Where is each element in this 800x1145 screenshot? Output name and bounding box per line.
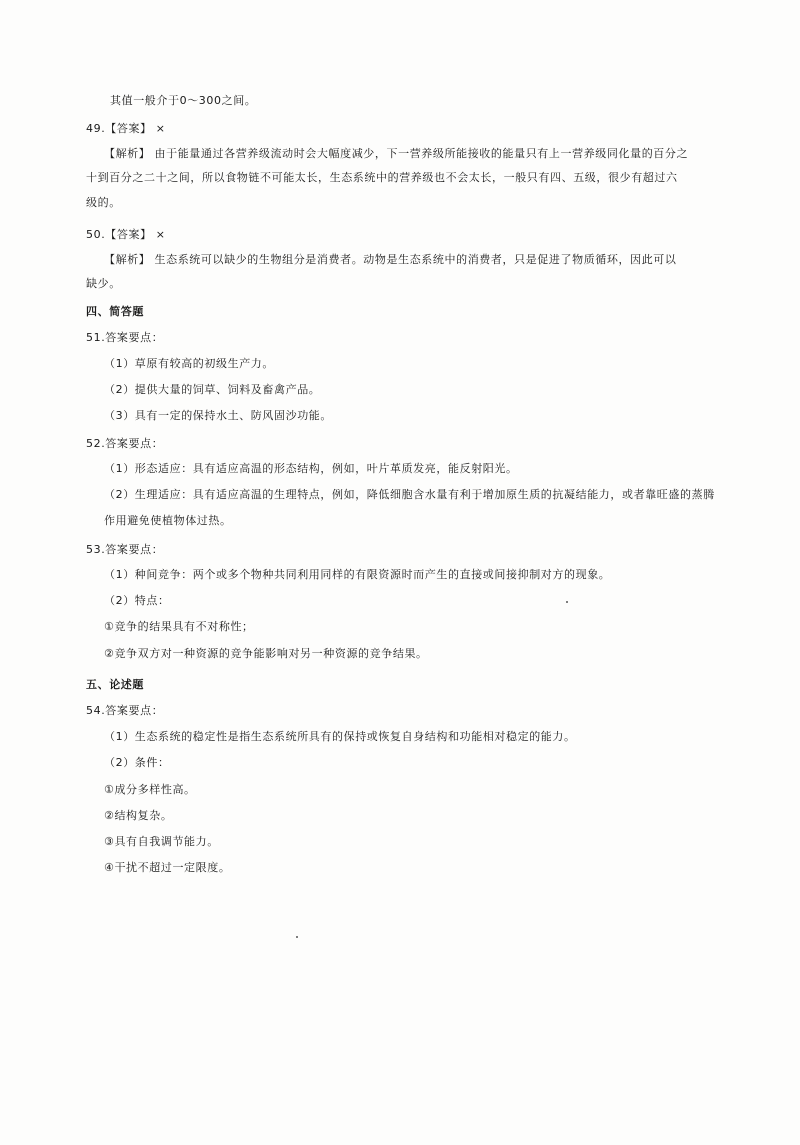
- answer-point: 作用避免使植物体过热。: [104, 514, 232, 527]
- section-heading: 五、论述题: [86, 678, 144, 691]
- analysis-50-line: 缺少。: [86, 277, 121, 290]
- answer-point: （2）提供大量的饲草、饲料及畜禽产品。: [104, 383, 321, 396]
- answer-point: （1）草原有较高的初级生产力。: [104, 357, 274, 370]
- answer-point: （1）生态系统的稳定性是指生态系统所具有的保持或恢复自身结构和功能相对稳定的能力。: [104, 730, 576, 743]
- answer-49-heading: 49.【答案】 ×: [86, 122, 166, 135]
- analysis-49-line: 十到百分之二十之间，所以食物链不可能太长，生态系统中的营养级也不会太长，一般只有四、五级，很少有超过六: [86, 171, 678, 184]
- analysis-49-line: 级的。: [86, 196, 121, 209]
- answer-point: （2）条件：: [104, 756, 170, 769]
- answer-point: ②竞争双方对一种资源的竞争能影响对另一种资源的竞争结果。: [104, 647, 428, 660]
- answer-point: ①成分多样性高。: [104, 783, 196, 796]
- answer-point: （3）具有一定的保持水土、防风固沙功能。: [104, 409, 332, 422]
- analysis-49-line: 【解析】 由于能量通过各营养级流动时会大幅度减少，下一营养级所能接收的能量只有上一营养级同化量的百分之: [104, 147, 689, 160]
- answer-50-heading: 50.【答案】 ×: [86, 228, 166, 241]
- answer-point: ①竞争的结果具有不对称性；: [104, 620, 254, 633]
- answer-53-heading: 53.答案要点：: [86, 543, 164, 556]
- answer-point: （2）生理适应：具有适应高温的生理特点，例如，降低细胞含水量有利于增加原生质的抗凝结能力，或者靠旺盛的蒸腾: [104, 488, 715, 501]
- analysis-50-line: 【解析】 生态系统可以缺少的生物组分是消费者。动物是生态系统中的消费者，只是促进了物质循环，因此可以: [104, 253, 677, 266]
- answer-point: ③具有自我调节能力。: [104, 835, 219, 848]
- answer-51-heading: 51.答案要点：: [86, 331, 164, 344]
- scan-speck: [566, 601, 568, 603]
- answer-point: （1）种间竞争：两个或多个物种共同利用同样的有限资源时而产生的直接或间接抑制对方的现象。: [104, 568, 611, 581]
- answer-point: （1）形态适应：具有适应高温的形态结构，例如，叶片革质发亮，能反射阳光。: [104, 462, 518, 475]
- scan-speck: [296, 936, 298, 938]
- answer-point: （2）特点：: [104, 594, 170, 607]
- answer-52-heading: 52.答案要点：: [86, 437, 164, 450]
- answer-point: ④干扰不超过一定限度。: [104, 861, 231, 874]
- section-heading: 四、简答题: [86, 305, 144, 318]
- answer-54-heading: 54.答案要点：: [86, 704, 164, 717]
- answer-point: ②结构复杂。: [104, 809, 173, 822]
- text-line: 其值一般介于0～300之间。: [110, 94, 257, 107]
